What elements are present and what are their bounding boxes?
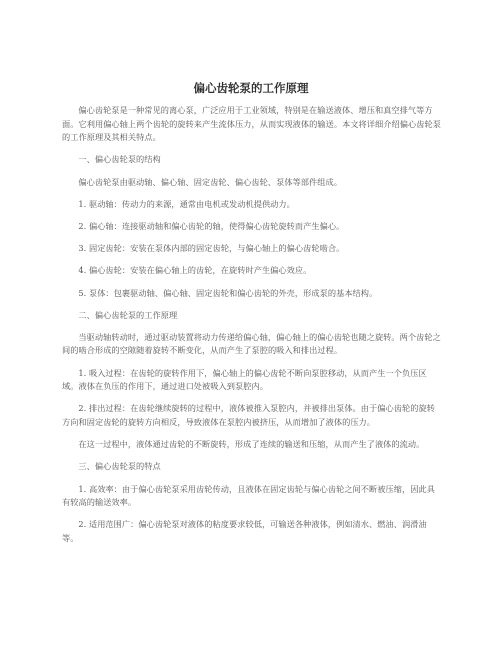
list-item: 1. 吸入过程：在齿轮的旋转作用下，偏心轴上的偏心齿轮不断向泵腔移动，从而产生一个负压区域。液体在负压的作用下，通过进口处被吸入到泵腔内。 [62, 367, 427, 392]
list-item: 4. 偏心齿轮：安装在偏心轴上的齿轮，在旋转时产生偏心效应。 [78, 265, 312, 276]
document-title: 偏心齿轮泵的工作原理 [193, 81, 309, 95]
principle-paragraph: 当驱动轴转动时，通过驱动装置将动力传递给偏心轴，偏心轴上的偏心齿轮也随之旋转。两个齿轮之间的啮合形成的空隙随着旋转不断变化，从而产生了泵腔的吸入和排出过程。 [62, 331, 441, 356]
section-heading-principle: 二、偏心齿轮泵的工作原理 [78, 309, 178, 320]
list-item: 3. 固定齿轮：安装在泵体内部的固定齿轮，与偏心轴上的偏心齿轮啮合。 [78, 243, 345, 254]
list-item: 1. 驱动轴：传动力的来源，通常由电机或发动机提供动力。 [78, 198, 295, 209]
section-heading-structure: 一、偏心齿轮泵的结构 [78, 154, 161, 165]
section-heading-features: 三、偏心齿轮泵的特点 [78, 461, 161, 472]
intro-paragraph: 偏心齿轮泵是一种常见的离心泵，广泛应用于工业领域，特别是在输送液体、增压和真空排气等方面。它利用偏心轴上两个齿轮的旋转来产生流体压力，从而实现液体的输送。本文将详细介绍偏心齿轮泵的工作原理及其相关特点。 [62, 105, 441, 143]
list-item: 2. 偏心轴：连接驱动轴和偏心齿轮的轴，使得偏心齿轮旋转而产生偏心。 [78, 220, 345, 231]
list-item: 2. 适用范围广：偏心齿轮泵对液体的粘度要求较低，可输送各种液体，例如清水、燃油、润滑油等。 [62, 519, 427, 543]
list-item: 2. 排出过程：在齿轮继续旋转的过程中，液体被推入泵腔内，并被排出泵体。由于偏心齿轮的旋转方向和固定齿轮的旋转方向相反，导致液体在泵腔内被挤压，从而增加了液体的压力。 [62, 403, 435, 428]
principle-conclusion: 在这一过程中，液体通过齿轮的不断旋转，形成了连续的输送和压缩，从而产生了液体的流动。 [78, 439, 425, 450]
list-item: 1. 高效率：由于偏心齿轮泵采用齿轮传动，且液体在固定齿轮与偏心齿轮之间不断被压缩，因此具有较高的输送效率。 [62, 483, 435, 508]
document-body [62, 104, 442, 554]
list-item: 5. 泵体：包裹驱动轴、偏心轴、固定齿轮和偏心齿轮的外壳，形成泵的基本结构。 [78, 287, 378, 298]
structure-summary: 偏心齿轮泵由驱动轴、偏心轴、固定齿轮、偏心齿轮、泵体等部件组成。 [78, 176, 342, 187]
